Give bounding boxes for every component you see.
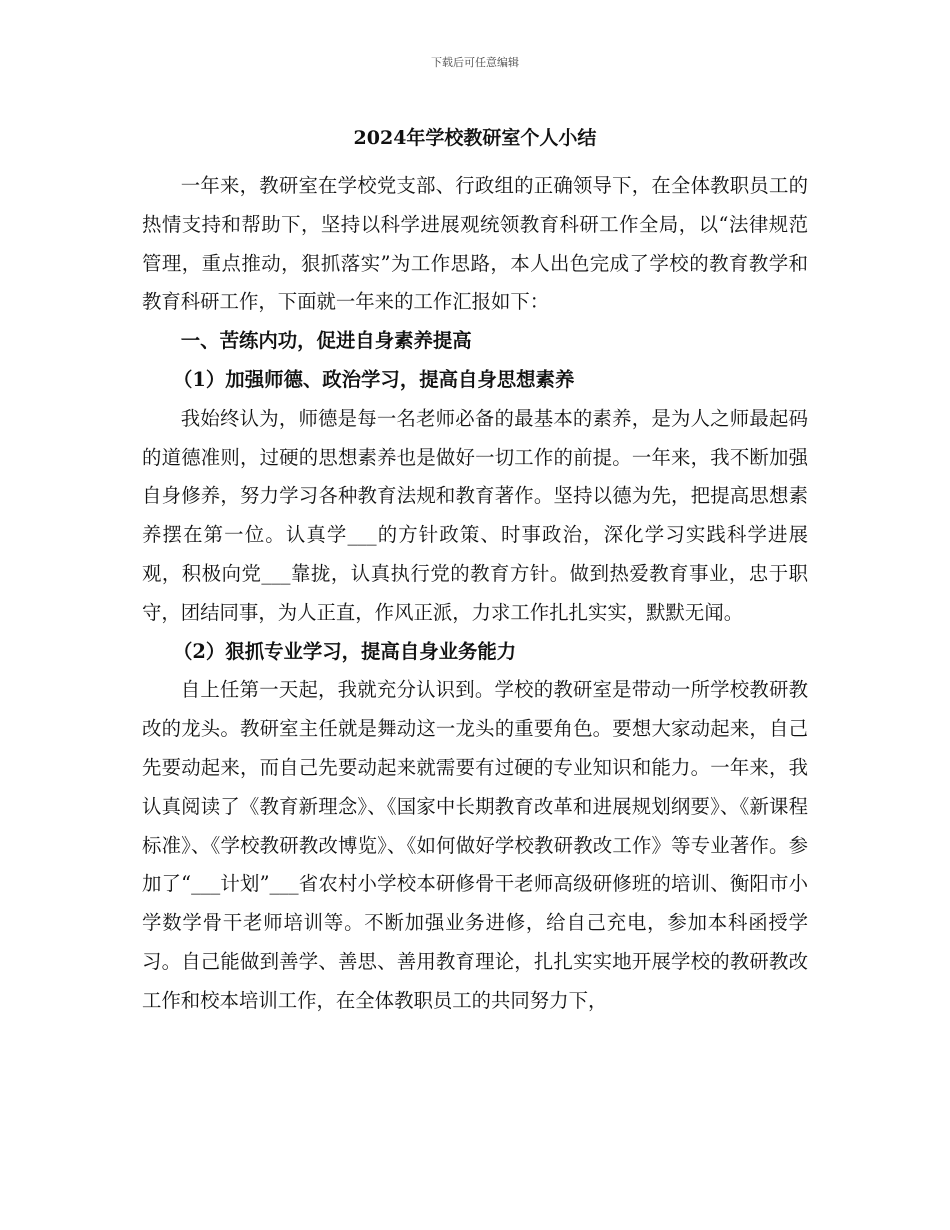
paragraph-intro: 一年来，教研室在学校党支部、行政组的正确领导下，在全体教职员工的热情支持和帮助下，坚持以科学进展观统领教育科研工作全局，以“法律规范管理，重点推动，狠抓落实”为工作思路，本人出色完成了学校的教育教学和教育科研工作，下面就一年来的工作汇报如下： [142, 174, 808, 314]
document-title: 2024年学校教研室个人小结 [353, 127, 597, 149]
subsection-heading-1: （1）加强师德、政治学习，提高自身思想素养 [173, 367, 575, 391]
document-body [142, 167, 808, 1021]
page-header: 下载后可任意编辑 [431, 56, 519, 69]
subsection-heading-2: （2）狠抓专业学习，提高自身业务能力 [173, 639, 517, 663]
section-heading-1: 一、苦练内功，促进自身素养提高 [180, 329, 472, 353]
paragraph-professional: 自上任第一天起，我就充分认识到。学校的教研室是带动一所学校教研教改的龙头。教研室主任就是舞动这一龙头的重要角色。要想大家动起来，自己先要动起来，而自己先要动起来就需要有过硬的专业知识和能力。一年来，我认真阅读了《教育新理念》、《国家中长期教育改革和进展规划纲要》、《新课程标准》、《学校教研教改博览》、《如何做好学校教研教改工作》等专业著作。参加了“___计划”___省农村小学校本研修骨干老师高级研修班的培训、衡阳市小学数学骨干老师培训等。不断加强业务进修，给自己充电，参加本科函授学习。自己能做到善学、善思、善用教育理论，扎扎实实地开展学校的教研教改工作和校本培训工作，在全体教职员工的共同努力下， [142, 678, 808, 1012]
paragraph-ethics: 我始终认为，师德是每一名老师必备的最基本的素养，是为人之师最起码的道德准则，过硬的思想素养也是做好一切工作的前提。一年来，我不断加强自身修养，努力学习各种教育法规和教育著作。坚持以德为先，把提高思想素养摆在第一位。认真学___的方针政策、时事政治，深化学习实践科学进展观，积极向党___靠拢，认真执行党的教育方针。做到热爱教育事业，忠于职守，团结同事，为人正直，作风正派，力求工作扎扎实实，默默无闻。 [142, 406, 808, 624]
